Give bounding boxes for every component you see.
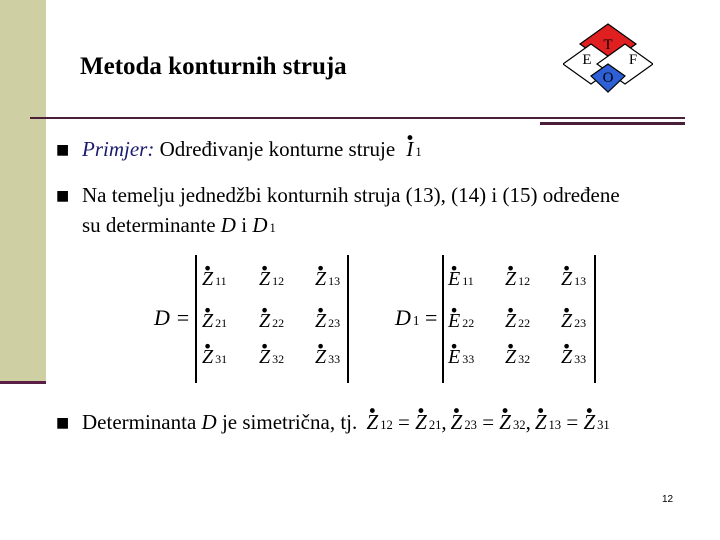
symmetric-var: D — [201, 410, 217, 434]
det-d1-cell-33: • Z 33 — [561, 346, 586, 369]
sidebar-rule — [0, 381, 46, 384]
det-d-cell-13: • Z 13 — [315, 268, 340, 291]
det-d-cell-33: • Z 33 — [315, 346, 340, 369]
current-subscript: 1 — [415, 145, 422, 159]
det-d-label: D = — [154, 305, 191, 330]
title-divider-accent — [540, 122, 685, 125]
logo-letter-right: F — [628, 52, 638, 68]
symmetry-equation: • Z 12 = • Z 21, — [367, 410, 447, 434]
symmetric-text-b: je simetrična, tj. — [221, 410, 358, 434]
det-d-cell-12: • Z 12 — [259, 268, 284, 291]
det-d-cell-31: • Z 31 — [202, 346, 227, 369]
title-divider — [30, 117, 685, 119]
det-d1-cell-13: • Z 13 — [561, 268, 586, 291]
bullet-determinants — [56, 181, 620, 243]
det-d1-cell-32: • Z 32 — [505, 346, 530, 369]
example-prefix: Primjer: — [82, 137, 155, 161]
determinants-line2: su determinante — [82, 213, 216, 237]
bullet-icon: ■ — [56, 415, 70, 431]
var-d1: D — [252, 213, 268, 237]
det-d1-cell-12: • Z 12 — [505, 268, 530, 291]
symmetric-text-a: Determinanta — [82, 410, 197, 434]
bullet-example — [56, 137, 422, 162]
slide-title: Metoda konturnih struja — [80, 53, 347, 80]
bullet-icon: ■ — [56, 142, 70, 158]
det-d1-cell-21: • E 22 — [448, 310, 474, 333]
det-d1-label: D 1 = — [395, 305, 438, 330]
det-d1-cell-22: • Z 22 — [505, 310, 530, 333]
symmetry-equation: • Z 23 = • Z 32, — [451, 410, 531, 434]
det-d1-cell-11: • E 11 — [448, 268, 474, 291]
logo-letter-top: T — [603, 37, 613, 53]
bullet-symmetric — [56, 410, 610, 435]
det-d-cell-11: • Z 11 — [202, 268, 227, 291]
page-number: 12 — [662, 494, 674, 505]
determinants-line1: Na temelju jednedžbi konturnih struja (13), (14) i (15) određene — [82, 183, 620, 207]
and-word: i — [241, 213, 248, 237]
current-symbol: • I — [406, 137, 413, 162]
det-d1-cell-23: • Z 23 — [561, 310, 586, 333]
det-d-cell-21: • Z 21 — [202, 310, 227, 333]
bullet-icon: ■ — [56, 188, 70, 204]
var-d: D — [220, 213, 236, 237]
logo-letter-bottom: O — [602, 70, 614, 86]
det-d-cell-22: • Z 22 — [259, 310, 284, 333]
det-d1-cell-31: • E 33 — [448, 346, 474, 369]
det-d-cell-23: • Z 23 — [315, 310, 340, 333]
det-d-cell-32: • Z 32 — [259, 346, 284, 369]
etfo-logo — [563, 22, 653, 94]
sidebar-decoration — [0, 0, 46, 383]
logo-letter-left: E — [582, 52, 592, 68]
var-d1-subscript: 1 — [269, 221, 276, 235]
symmetry-equations — [363, 410, 610, 434]
symmetry-equation: • Z 13 = • Z 31 — [535, 410, 610, 434]
example-text: Određivanje konturne struje — [159, 137, 396, 161]
